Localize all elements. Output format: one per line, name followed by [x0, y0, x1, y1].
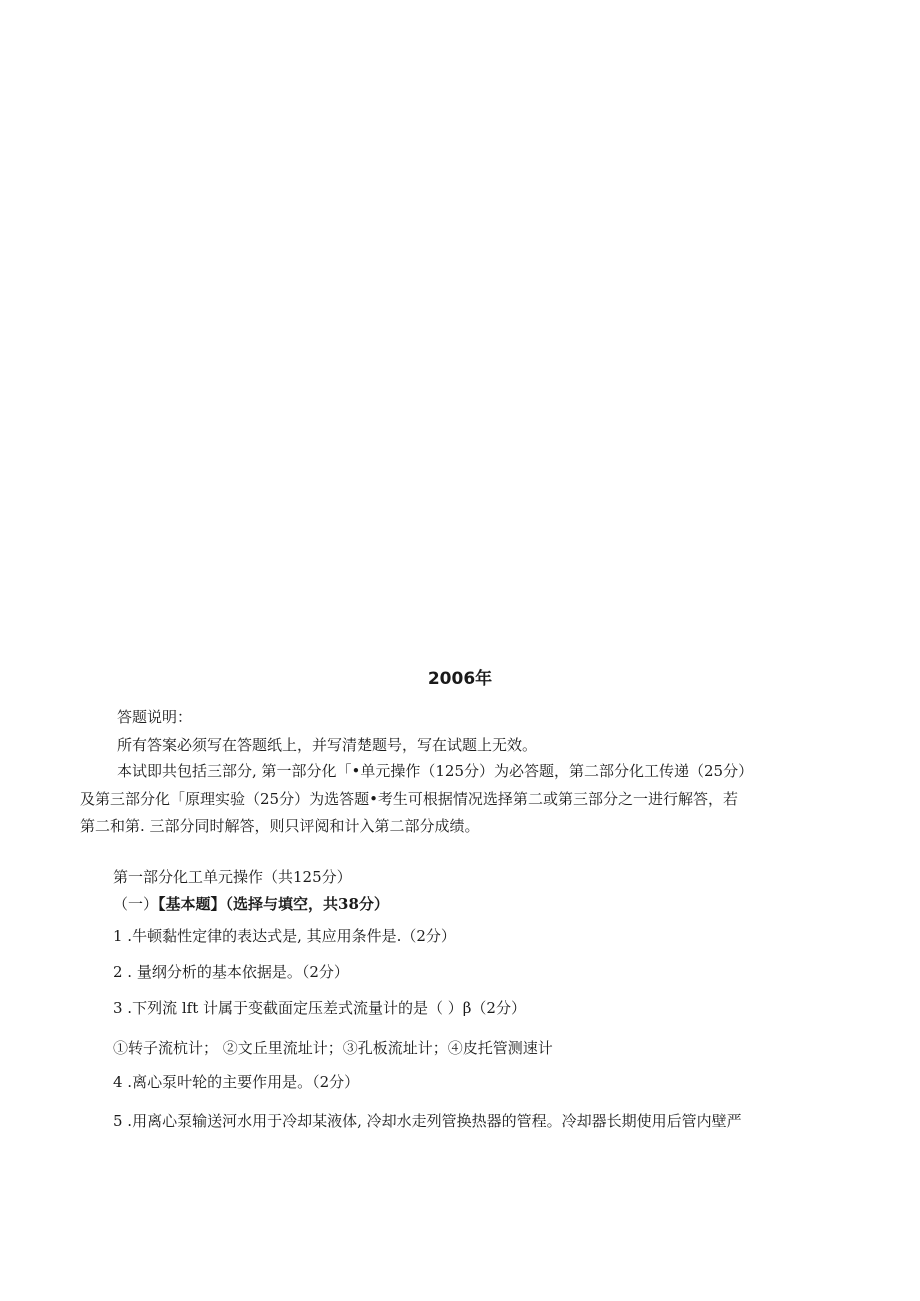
section1-prefix: （一） [113, 895, 159, 913]
instruction-line-2c: 第二和第. 三部分同时解答，则只评阅和计入第二部分成绩。 [80, 817, 480, 835]
instruction-line-1: 所有答案必须写在答题纸上，并写清楚题号，写在试题上无效。 [117, 736, 538, 754]
section1-heading: 【基本题】（选择与填空，共38分） [158, 895, 389, 913]
question-2: 2 . 量纲分析的基本依据是。（2分） [113, 963, 349, 981]
section1-heading-row [113, 894, 389, 914]
page-title: 2006年 [427, 669, 493, 689]
question-1: 1 .牛顿黏性定律的表达式是, 其应用条件是.（2分） [113, 927, 456, 945]
instruction-line-2a: 本试即共包括三部分, 第一部分化「•单元操作（125分）为必答题，第二部分化工传递（25分） [117, 762, 754, 780]
question-5: 5 .用离心泵输送河水用于冷却某液体, 冷却水走列管换热器的管程。冷却器长期使用后管内壁严 [113, 1112, 742, 1130]
question-3-options: ①转子流杭计； ②文丘里流址计；③孔板流址计；④皮托管测速计 [113, 1039, 553, 1057]
instruction-line-2b: 及第三部分化「原理实验（25分）为选答题•考生可根据情况选择第二或第三部分之一进行解答，若 [80, 790, 738, 808]
question-4: 4 .离心泵叶轮的主要作用是。（2分） [113, 1073, 360, 1091]
instructions-heading: 答题说明： [117, 708, 193, 726]
part1-heading: 第一部分化工单元操作（共125分） [113, 868, 352, 886]
question-3: 3 .下列流 lft 计属于变截面定压差式流量计的是（ ）β（2分） [113, 999, 526, 1017]
